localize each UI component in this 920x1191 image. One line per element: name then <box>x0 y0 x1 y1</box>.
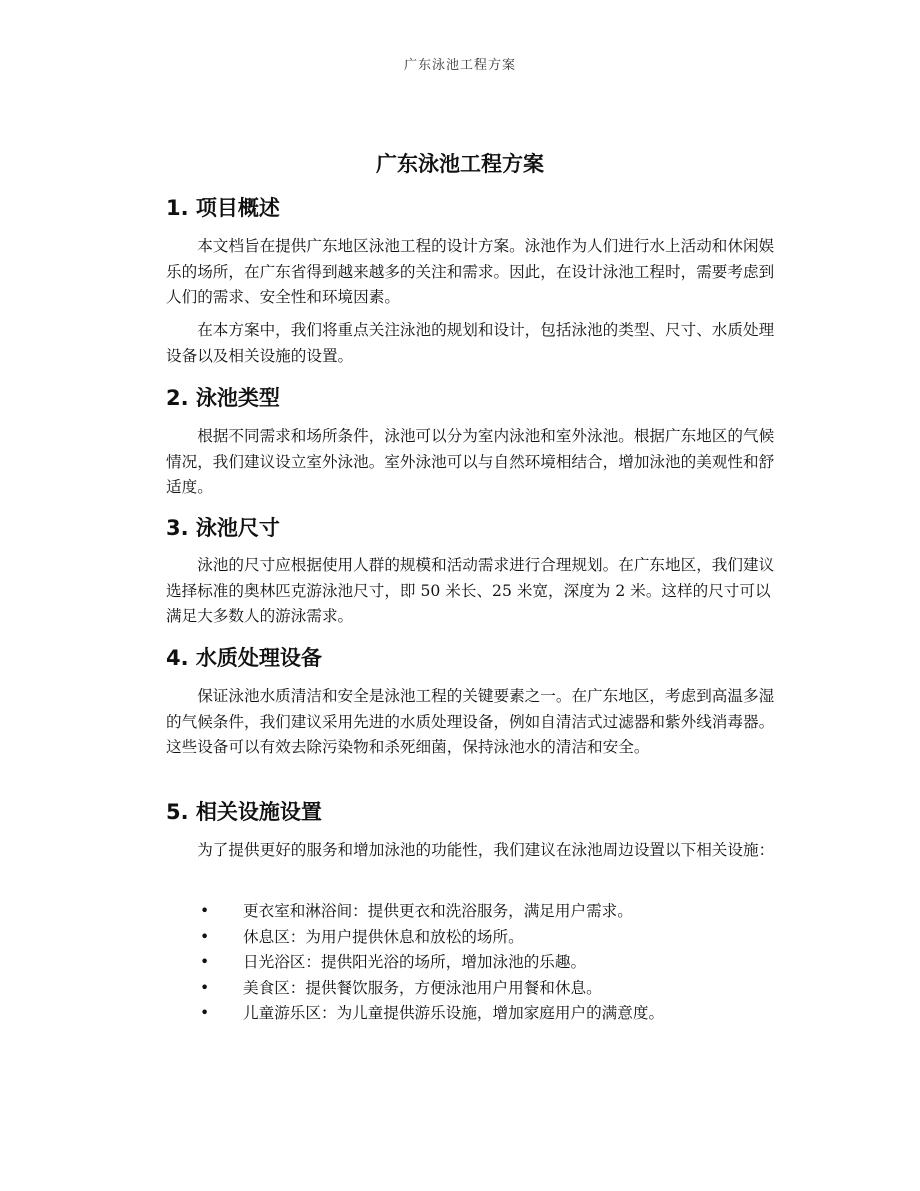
bullet-icon: • <box>200 927 210 946</box>
paragraph: 为了提供更好的服务和增加泳池的功能性，我们建议在泳池周边设置以下相关设施： <box>166 841 775 859</box>
bullet-icon: • <box>200 978 210 997</box>
section-heading-pool-types: 2. 泳池类型 <box>166 386 280 410</box>
section-heading-facilities: 5. 相关设施设置 <box>166 800 322 824</box>
paragraph: 本文档旨在提供广东地区泳池工程的设计方案。泳池作为人们进行水上活动和休闲娱乐的场所，在广东省得到越来越多的关注和需求。因此，在设计泳池工程时，需要考虑到人们的需求、安全性和环境因素。 <box>166 237 775 306</box>
section-heading-water-treatment: 4. 水质处理设备 <box>166 646 322 670</box>
bullet-icon: • <box>200 1004 210 1022</box>
running-header: 广东泳池工程方案 <box>403 58 516 73</box>
list-item-text: 更衣室和淋浴间：提供更衣和洗浴服务，满足用户需求。 <box>243 902 633 920</box>
paragraph: 泳池的尺寸应根据使用人群的规模和活动需求进行合理规划。在广东地区，我们建议选择标准的奥林匹克游泳池尺寸，即 50 米长、25 米宽，深度为 2 米。这样的尺寸可以满足大多数人的游泳需求。 <box>166 556 775 625</box>
list-item-text: 儿童游乐区：为儿童提供游乐设施，增加家庭用户的满意度。 <box>243 1004 665 1022</box>
list-item-text: 休息区：为用户提供休息和放松的场所。 <box>243 927 524 946</box>
paragraph: 保证泳池水质清洁和安全是泳池工程的关键要素之一。在广东地区，考虑到高温多湿的气候条件，我们建议采用先进的水质处理设备，例如自清洁式过滤器和紫外线消毒器。这些设备可以有效去除污染物和杀死细菌，保持泳池水的清洁和安全。 <box>166 687 775 756</box>
section-heading-pool-size: 3. 泳池尺寸 <box>166 516 280 540</box>
paragraph: 根据不同需求和场所条件，泳池可以分为室内泳池和室外泳池。根据广东地区的气候情况，我们建议设立室外泳池。室外泳池可以与自然环境相结合，增加泳池的美观性和舒适度。 <box>166 427 775 496</box>
section-heading-overview: 1. 项目概述 <box>166 196 280 220</box>
paragraph: 在本方案中，我们将重点关注泳池的规划和设计，包括泳池的类型、尺寸、水质处理设备以及相关设施的设置。 <box>166 321 775 365</box>
bullet-icon: • <box>200 902 210 920</box>
list-item-text: 日光浴区：提供阳光浴的场所，增加泳池的乐趣。 <box>243 953 587 971</box>
bullet-icon: • <box>200 953 210 971</box>
document-title: 广东泳池工程方案 <box>376 152 544 176</box>
list-item-text: 美食区：提供餐饮服务，方便泳池用户用餐和休息。 <box>243 978 602 997</box>
